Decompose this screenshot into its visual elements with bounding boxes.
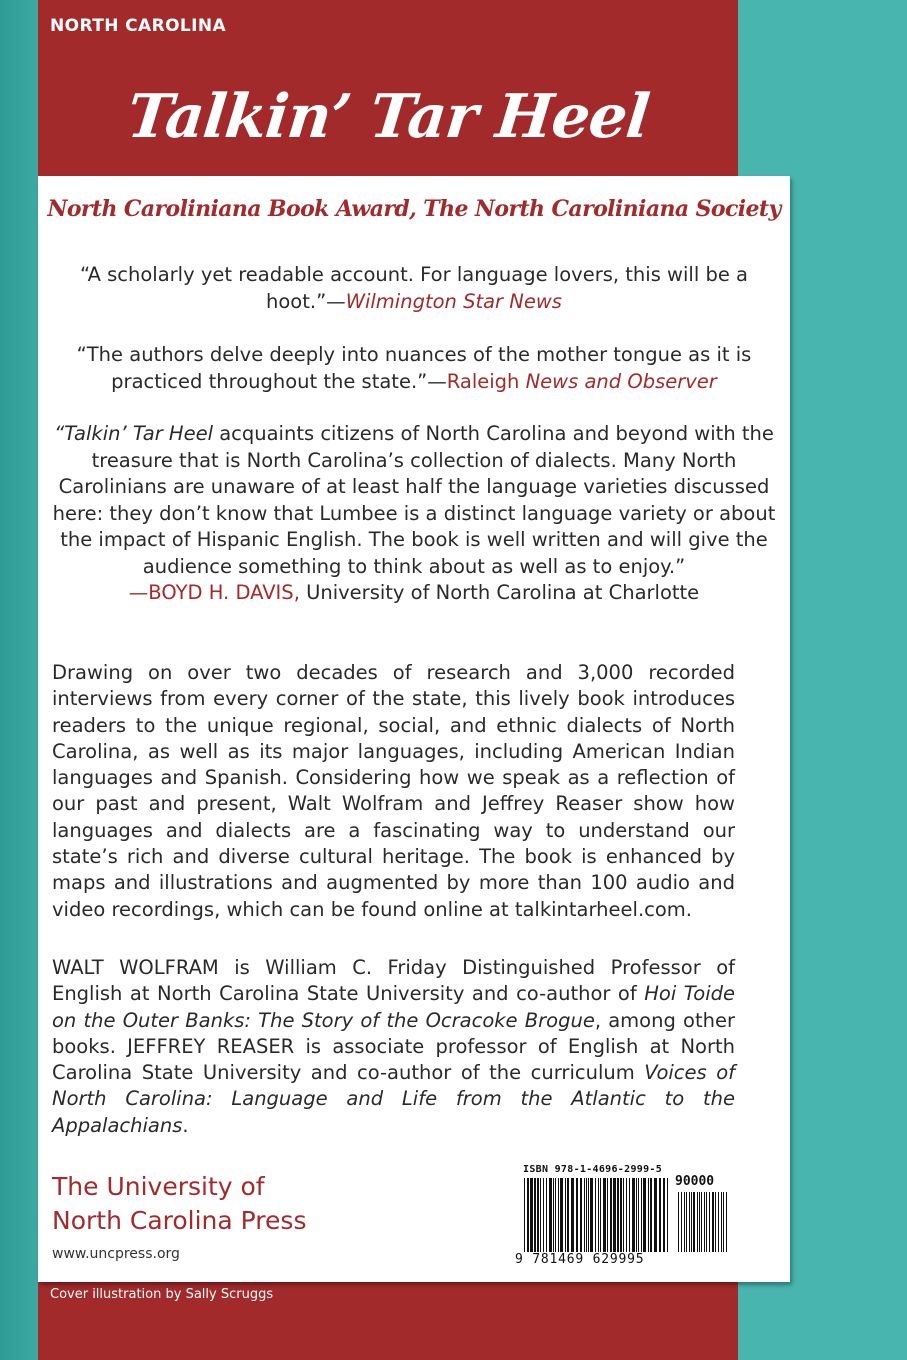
author-bio [52, 955, 735, 1139]
barcode-bar [607, 1178, 608, 1252]
barcode-bar [584, 1178, 585, 1252]
barcode-bar [598, 1178, 599, 1252]
series-label: NORTH CAROLINA [50, 16, 227, 36]
barcode-bar [715, 1192, 716, 1252]
barcode-bar [576, 1178, 578, 1252]
quote-source: Wilmington Star News [345, 289, 562, 313]
quote-text: “The authors delve deeply into nuances of the mother tongue as it is practiced throughout the state.”— [76, 343, 752, 393]
bio-part-1: WALT WOLFRAM is William C. Friday Distinguished Professor of English at North Carolina State University and co-author of [52, 956, 735, 1006]
barcode-bar [553, 1178, 554, 1252]
barcode-bar [667, 1178, 668, 1252]
book-description: Drawing on over two decades of research and 3,000 recorded interviews from every corner of the state, this lively book introduces readers to the unique regional, social, and ethnic dialects of North Carolina, as well as its major languages, including American Indian languages and Spanish. Considering how we speak as a reflection of our past and present, Walt Wolfram and Jeffrey Reaser show how languages and dialects are a fascinating way to understand our state’s rich and diverse cultural heritage. The book is enhanced by maps and illustrations and augmented by more than 100 audio and video recordings, which can be found online at talkintarheel.com. [52, 661, 735, 921]
barcode-bar [555, 1178, 556, 1252]
quote-text: “A scholarly yet readable account. For language lovers, this will be a hoot.”— [80, 263, 748, 313]
barcode-bar [648, 1178, 649, 1252]
barcode-bar [567, 1178, 569, 1252]
book-title: Talkin’ Tar Heel [124, 82, 652, 152]
barcode-bar [590, 1178, 593, 1252]
barcode-addon-number: 90000 [675, 1174, 715, 1189]
barcode-bar [537, 1178, 539, 1252]
barcode-bar [709, 1192, 710, 1252]
bio-book-1: Hoi Toide on the Outer Banks: The Story of the Ocracoke Brogue [52, 982, 735, 1032]
barcode-bar [586, 1178, 587, 1252]
publisher-name [52, 1170, 306, 1238]
publisher-line-2: North Carolina Press [52, 1206, 307, 1235]
review-quote-3 [44, 421, 784, 607]
barcode-bar [699, 1192, 700, 1252]
barcode-bar [643, 1178, 646, 1252]
barcode-bar [543, 1178, 544, 1252]
barcode-bar [565, 1178, 566, 1252]
barcode-bar [663, 1178, 665, 1252]
barcode-bar [560, 1178, 563, 1252]
barcode-bar [681, 1192, 682, 1252]
publisher-line-1: The University of [52, 1172, 265, 1201]
quote-book-title: “Talkin’ Tar Heel [54, 422, 213, 445]
barcode-bar [693, 1192, 695, 1252]
barcode-bar [659, 1178, 661, 1252]
bio-part-3: . [182, 1113, 189, 1137]
barcode-bar [712, 1192, 714, 1252]
barcode-bar [534, 1178, 536, 1252]
quote-source-prefix: Raleigh [446, 369, 526, 393]
barcode-bar [636, 1178, 637, 1252]
quote-text: acquaints citizens of North Carolina and beyond with the treasure that is North Carolina’s collection of dialects. Many North Carolinians are unaware of at least half the language varieties discussed here: they don’t know that Lumbee is a distinct language variety or about the impact of Hispanic English. The book is well written and will give the audience something to think about as well as to enjoy.” [52, 422, 776, 578]
barcode-bar [641, 1178, 642, 1252]
barcode-bar [678, 1192, 679, 1252]
barcode-bar [654, 1178, 657, 1252]
barcode-bar [718, 1192, 719, 1252]
barcode-bar [706, 1192, 707, 1252]
barcode-bar [701, 1192, 702, 1252]
award-line: North Caroliniana Book Award, The North Caroliniana Society [47, 196, 781, 222]
barcode-bar [588, 1178, 589, 1252]
barcode-bar [571, 1178, 574, 1252]
barcode-bar [549, 1178, 552, 1252]
isbn-barcode [515, 1164, 731, 1274]
barcode-bar [721, 1192, 722, 1252]
isbn-label: ISBN 978-1-4696-2999-5 [523, 1164, 663, 1175]
barcode-bar [632, 1178, 635, 1252]
barcode-bar [546, 1178, 547, 1252]
bio-part-2: , among other books. JEFFREY REASER is associate professor of English at North Carolina State University and co-author of the curriculum [52, 1008, 735, 1085]
barcode-bar [527, 1178, 529, 1252]
barcode-bar [540, 1178, 541, 1252]
barcode-bar [600, 1178, 601, 1252]
barcode-bar [691, 1192, 692, 1252]
quote-source: News and Observer [525, 369, 717, 393]
barcode-bar [610, 1178, 612, 1252]
review-quote-1 [44, 262, 784, 315]
barcode-bar [580, 1178, 582, 1252]
quote-affiliation: University of North Carolina at Charlotte [299, 581, 700, 604]
barcode-bars [523, 1178, 671, 1252]
barcode-bar [620, 1178, 622, 1252]
review-quote-2 [44, 342, 784, 395]
barcode-bar [697, 1192, 698, 1252]
barcode-bar [530, 1178, 533, 1252]
barcode-bar [558, 1178, 559, 1252]
barcode-bar [686, 1192, 687, 1252]
barcode-bar [626, 1178, 627, 1252]
barcode-bar [603, 1178, 606, 1252]
publisher-url: www.uncpress.org [52, 1246, 180, 1262]
isbn-number: 9 781469 629995 [515, 1252, 645, 1267]
barcode-bar [704, 1192, 705, 1252]
barcode-bar [617, 1178, 619, 1252]
bio-book-2: Voices of North Carolina: Language and Life from the Atlantic to the Appalachians [52, 1061, 735, 1137]
barcode-bar [623, 1178, 624, 1252]
barcode-bar [595, 1178, 596, 1252]
barcode-bar [650, 1178, 652, 1252]
barcode-bar [629, 1178, 630, 1252]
cover-credit: Cover illustration by Sally Scruggs [50, 1287, 274, 1302]
barcode-bar [638, 1178, 639, 1252]
barcode-bar [689, 1192, 690, 1252]
barcode-bar [684, 1192, 685, 1252]
barcode-bar [613, 1178, 616, 1252]
barcode-addon-bars [677, 1192, 729, 1252]
barcode-bar [726, 1192, 727, 1252]
quote-author: —BOYD H. DAVIS, [128, 581, 300, 604]
barcode-bar [723, 1192, 724, 1252]
barcode-bar [524, 1178, 525, 1252]
